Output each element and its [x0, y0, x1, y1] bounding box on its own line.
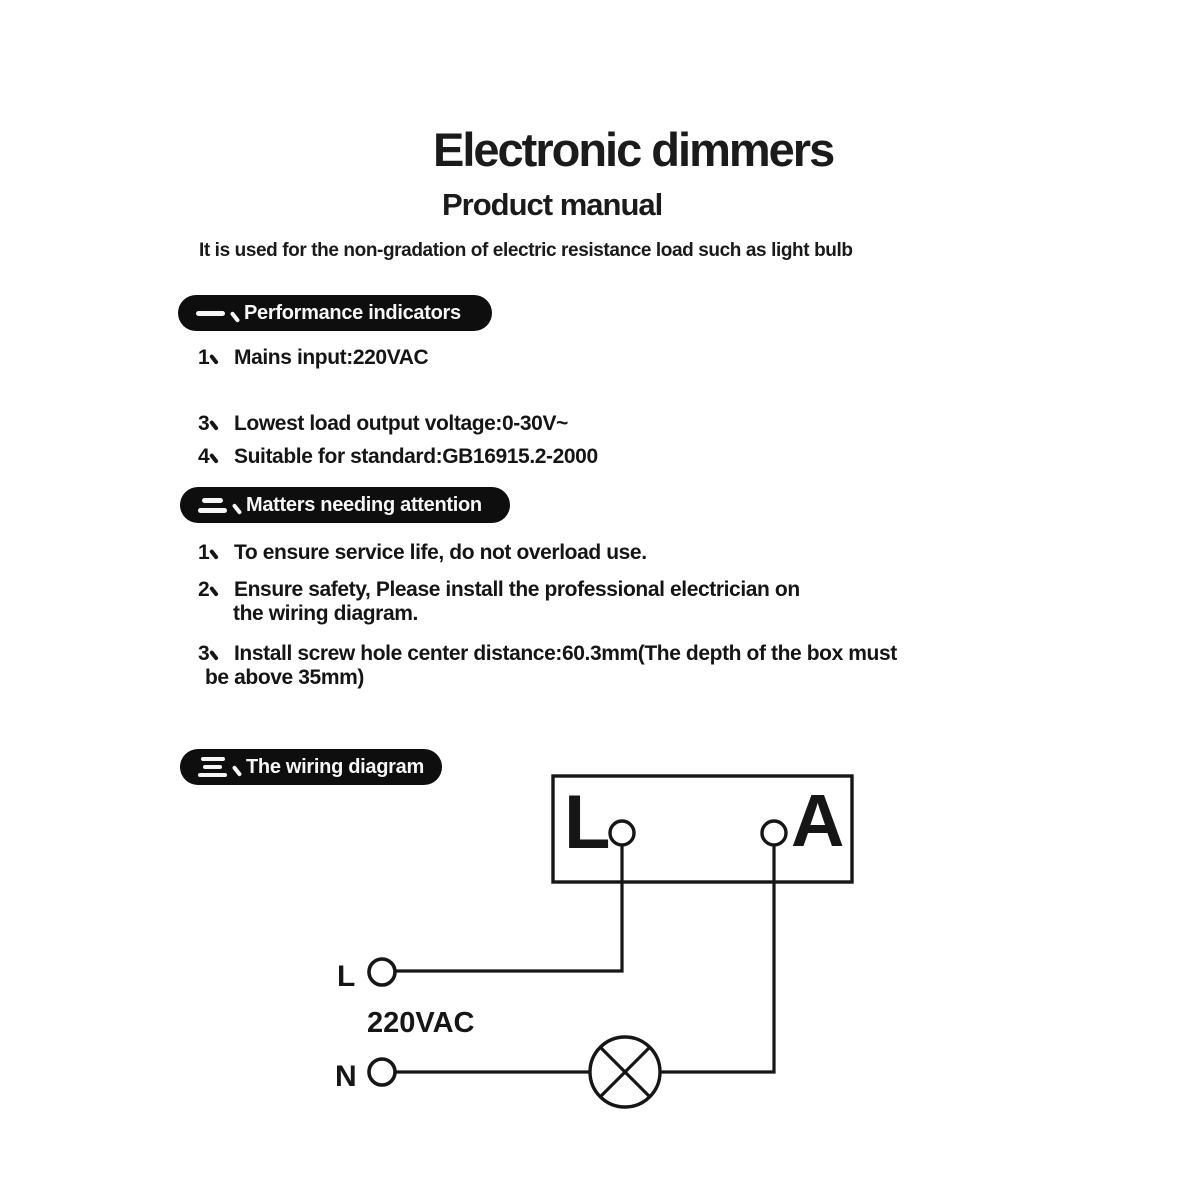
supply-neutral-terminal-circle [369, 1059, 395, 1085]
page-subtitle: Product manual [442, 187, 663, 222]
list-item [198, 346, 428, 370]
dimmer-terminal-live-circle [610, 821, 634, 845]
item-text-continuation: be above 35mm) [205, 666, 364, 689]
enumeration-comma-icon [209, 586, 219, 597]
item-text: Ensure safety, Please install the professional electrician on [234, 578, 800, 601]
supply-live-terminal-circle [369, 959, 395, 985]
wiring-diagram [300, 740, 900, 1160]
page-title: Electronic dimmers [433, 123, 834, 176]
item-number: 2 [198, 578, 234, 602]
supply-live-label: L [337, 960, 356, 993]
item-number: 1 [198, 541, 234, 565]
item-text: Mains input:220VAC [234, 346, 429, 369]
item-number: 4 [198, 445, 234, 469]
enumeration-comma-icon [209, 420, 219, 431]
item-text: To ensure service life, do not overload use. [234, 541, 647, 564]
dimmer-terminal-live-label: L [564, 780, 611, 865]
item-text: Install screw hole center distance:60.3mm(The depth of the box must [234, 642, 897, 665]
item-number: 1 [198, 346, 234, 370]
enumeration-comma-icon [209, 650, 219, 661]
item-text-continuation: the wiring diagram. [233, 602, 418, 625]
cjk-numeral-two-icon [197, 498, 228, 513]
section-heading-performance-indicators [178, 295, 492, 331]
enumeration-comma-icon [209, 453, 219, 464]
list-item [198, 445, 598, 469]
enumeration-comma-icon [232, 503, 243, 515]
section-heading-label: Matters needing attention [246, 493, 482, 516]
enumeration-comma-icon [209, 354, 219, 365]
list-item [198, 541, 647, 565]
enumeration-comma-icon [209, 549, 219, 560]
dimmer-terminal-load-circle [762, 821, 786, 845]
cjk-numeral-three-icon [197, 757, 228, 777]
item-number: 3 [198, 642, 234, 666]
supply-voltage-label: 220VAC [367, 1007, 475, 1039]
item-text: Suitable for standard:GB16915.2-2000 [234, 445, 598, 468]
item-number: 3 [198, 412, 234, 436]
item-text: Lowest load output voltage:0-30V~ [234, 412, 568, 435]
dimmer-terminal-load-label: A [791, 779, 845, 862]
lamp-icon [590, 1037, 660, 1107]
enumeration-comma-icon [230, 311, 241, 323]
cjk-numeral-one-icon [195, 311, 226, 316]
list-item [198, 412, 568, 436]
list-item [198, 578, 800, 602]
supply-neutral-label: N [335, 1060, 357, 1093]
tagline: It is used for the non-gradation of electric resistance load such as light bulb [199, 240, 853, 261]
section-heading-label: Performance indicators [244, 301, 461, 324]
section-heading-label: The wiring diagram [246, 755, 424, 778]
section-heading-matters-needing-attention [180, 487, 510, 523]
enumeration-comma-icon [232, 765, 243, 777]
list-item [198, 642, 897, 666]
